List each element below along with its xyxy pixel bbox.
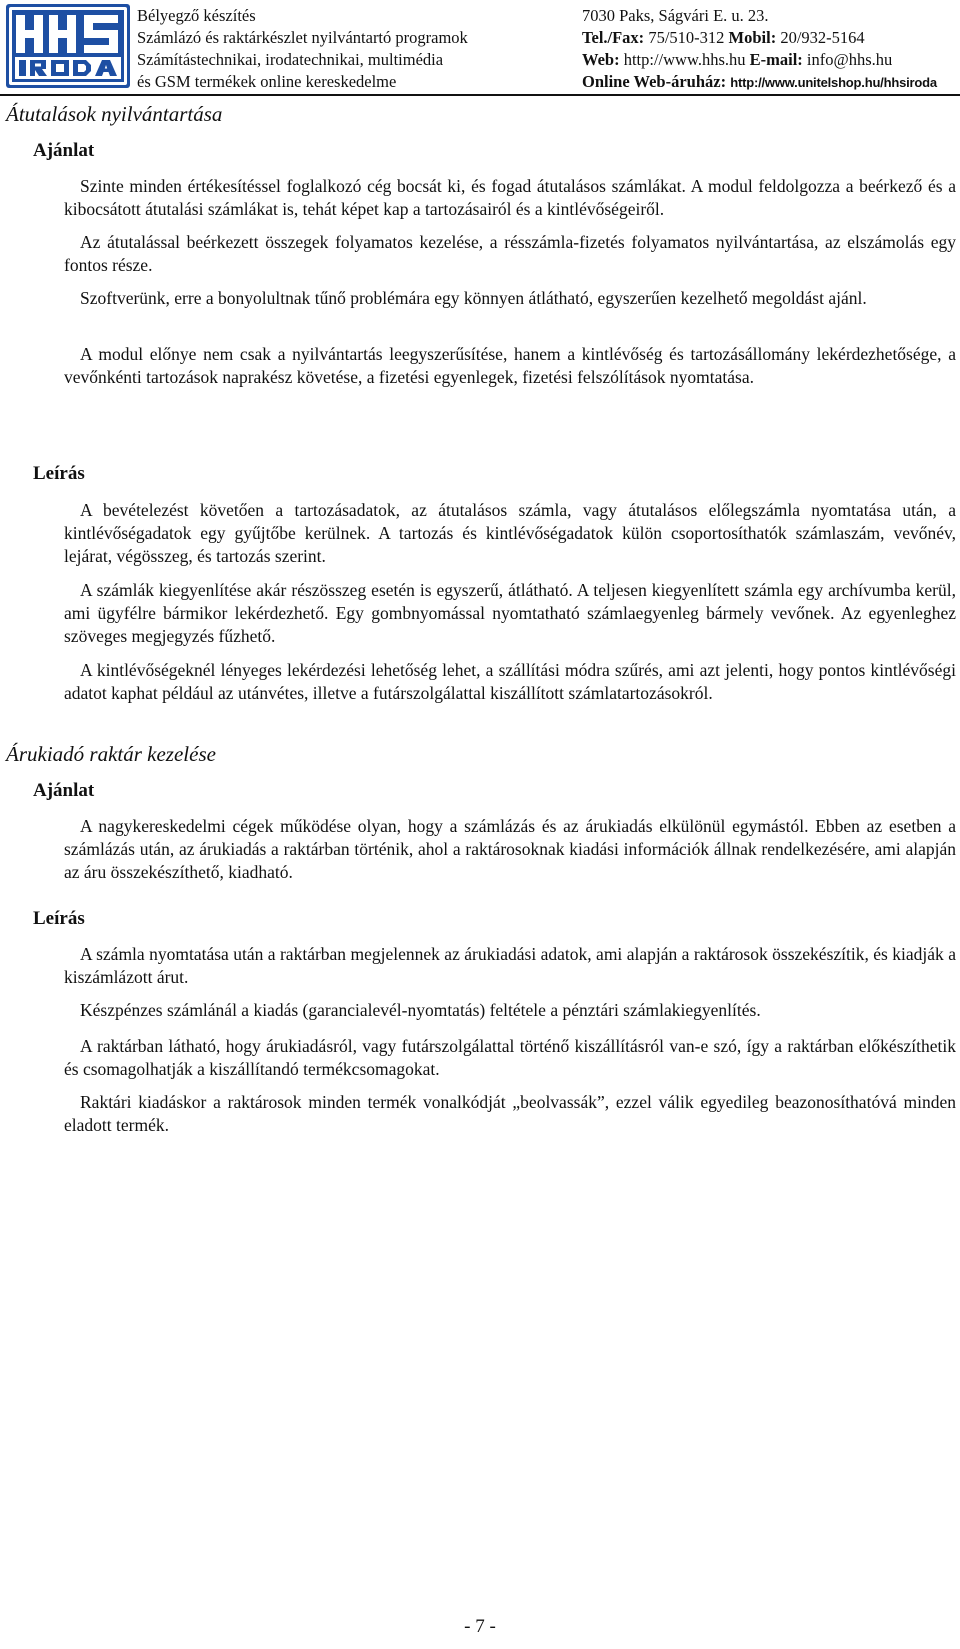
page-header: [0, 0, 960, 96]
paragraph: A bevételezést követően a tartozásadatok, az átutalásos számla, vagy átutalásos előlegszámla nyomtatása után, a kintlévőségadatok egy gyűjtőbe kerülnek. A tartozás és kintlévőségadatok külön csoportosíthatók számlaszám, vevőnév, lejárat, végösszeg, és tartozás szerint.: [64, 500, 956, 566]
subsection-title: Ajánlat: [33, 140, 95, 161]
paragraph: A nagykereskedelmi cégek működése olyan, hogy a számlázás és az árukiadás elkülönül egymástól. Ebben az esetben a számlázás után, az árukiadás a raktárban történik, ahol a raktárosoknak kiadási információk állnak rendelkezésére, ami alapján az áru összekészíthető, kiadható.: [64, 816, 956, 882]
paragraph: A modul előnye nem csak a nyilvántartás leegyszerűsítése, hanem a kintlévőség és tartozásállomány lekérdezhetősége, a vevőnkénti tartozások naprakész követése, a fizetési egyenlegek, fizetési felszólítások nyomtatása.: [64, 344, 956, 387]
email-label: E-mail:: [749, 50, 803, 69]
mobil-value: 20/932-5164: [780, 28, 865, 47]
paragraph: A számla nyomtatása után a raktárban megjelennek az árukiadási adatok, ami alapján a raktárosok összekészítik, és kiadják a kiszámlázott árut.: [64, 944, 956, 987]
header-service-line: és GSM termékek online kereskedelme: [137, 72, 397, 91]
paragraph: Raktári kiadáskor a raktárosok minden termék vonalkódját „beolvassák”, ezzel válik egyedileg beazonosíthatóvá minden eladott termék.: [64, 1092, 956, 1135]
shop-line: [582, 71, 937, 93]
subsection-title: Leírás: [33, 908, 85, 929]
page-number: - 7 -: [464, 1616, 496, 1637]
paragraph: A raktárban látható, hogy árukiadásról, vagy futárszolgálattal történő kiszállításról van-e szó, így a raktárban előkészíthetik és csomagolhatják a kiszállítandó termékcsomagokat.: [64, 1036, 956, 1079]
header-divider: [0, 94, 960, 96]
address: 7030 Paks, Ságvári E. u. 23.: [582, 6, 769, 25]
subsection-title: Leírás: [33, 463, 85, 484]
web-link[interactable]: http://www.hhs.hu: [623, 50, 746, 69]
mobil-label: Mobil:: [728, 28, 777, 47]
email-link[interactable]: info@hhs.hu: [806, 50, 893, 69]
paragraph: Szoftverünk, erre a bonyolultnak tűnő problémára egy könnyen átlátható, egyszerűen kezelhető megoldást ajánl.: [80, 288, 867, 308]
header-services: [137, 5, 468, 93]
paragraph: A kintlévőségeknél lényeges lekérdezési lehetőség lehet, a szállítási módra szűrés, ami azt jelenti, hogy pontos kintlévőségi adatot kaphat például az utánvétes, illetve a futárszolgálattal kiszállított számlatartozásokról.: [64, 660, 956, 703]
header-service-line: Bélyegző készítés: [137, 6, 256, 25]
telfax-label: Tel./Fax:: [582, 28, 645, 47]
web-line: [582, 49, 937, 71]
paragraph: Az átutalással beérkezett összegek folyamatos kezelése, a résszámla-fizetés folyamatos nyilvántartása, az elszámolás egy fontos része.: [64, 232, 956, 275]
hhs-iroda-logo: [6, 4, 130, 88]
shop-label: Online Web-áruház:: [582, 72, 727, 91]
header-contact: [582, 5, 937, 93]
subsection-title: Ajánlat: [33, 780, 95, 801]
paragraph: Szinte minden értékesítéssel foglalkozó cég bocsát ki, és fogad átutalásos számlákat. A modul feldolgozza a beérkező és a kibocsátott átutalási számlákat is, tehát képet kap a tartozásairól és a kintlévőségeiről.: [64, 176, 956, 219]
web-label: Web:: [582, 50, 620, 69]
section-title: Átutalások nyilvántartása: [6, 102, 223, 126]
paragraph: Készpénzes számlánál a kiadás (garancialevél-nyomtatás) feltétele a pénztári számlakiegyenlítés.: [80, 1000, 761, 1020]
phone-line: [582, 27, 937, 49]
header-service-line: Számítástechnikai, irodatechnikai, multimédia: [137, 50, 444, 69]
paragraph: A számlák kiegyenlítése akár részösszeg esetén is egyszerű, átlátható. A teljesen kiegyenlített számla egy archívumba kerül, ami ügyfélre bármikor lekérdezhető. Egy gombnyomással nyomtatható számlaegyenleg bármely vevőnek. Az egyenleghez szöveges megjegyzés fűzhető.: [64, 580, 956, 646]
header-service-line: Számlázó és raktárkészlet nyilvántartó programok: [137, 28, 468, 47]
section-title: Árukiadó raktár kezelése: [6, 742, 216, 766]
telfax-value: 75/510-312: [648, 28, 725, 47]
shop-link[interactable]: http://www.unitelshop.hu/hhsiroda: [730, 75, 937, 90]
